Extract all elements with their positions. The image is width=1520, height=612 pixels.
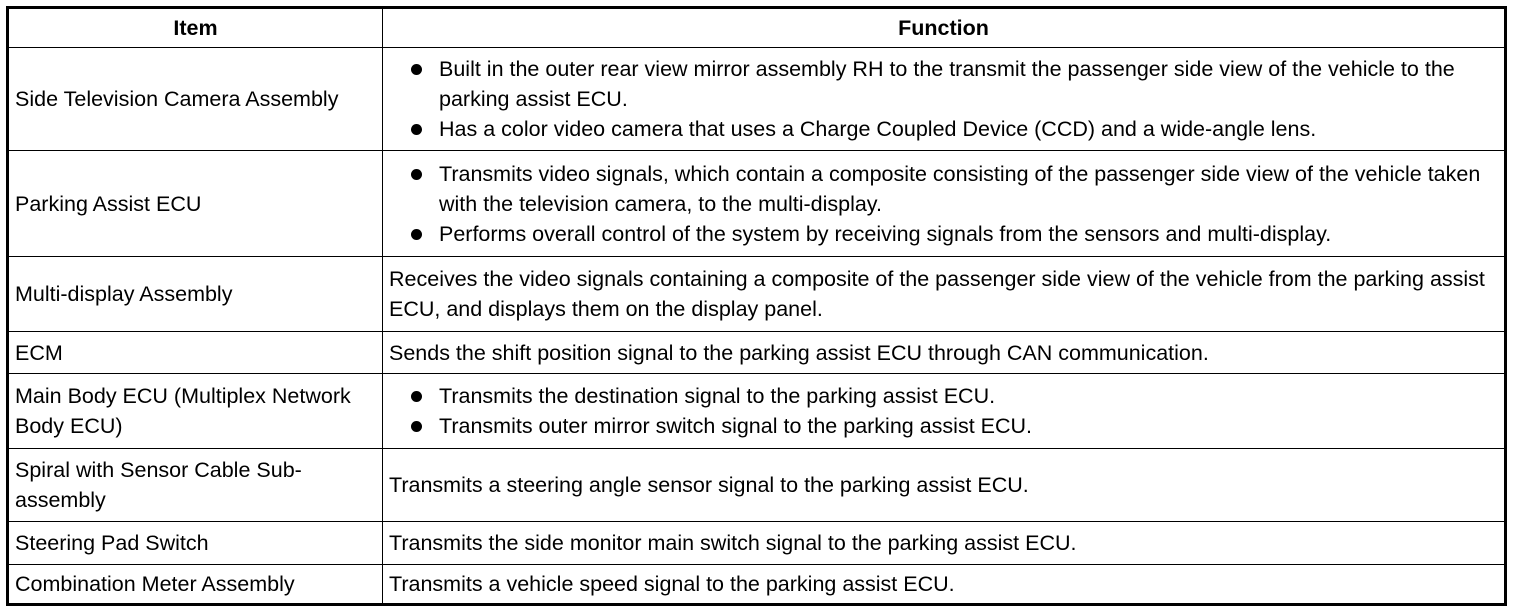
item-cell: Combination Meter Assembly [8,565,383,605]
function-cell [383,48,1506,151]
function-cell: Sends the shift position signal to the parking assist ECU through CAN communication. [383,332,1506,374]
function-bullet: Transmits outer mirror switch signal to the parking assist ECU. [389,411,1498,441]
item-cell: Spiral with Sensor Cable Sub-assembly [8,449,383,522]
header-row [8,8,1506,48]
function-cell: Transmits a steering angle sensor signal to the parking assist ECU. [383,449,1506,522]
item-cell: ECM [8,332,383,374]
item-cell: Side Television Camera Assembly [8,48,383,151]
function-bullet: Transmits video signals, which contain a composite consisting of the passenger side view of the vehicle taken with the television camera, to the multi-display. [389,159,1498,219]
function-cell [383,374,1506,449]
function-cell: Transmits the side monitor main switch signal to the parking assist ECU. [383,522,1506,565]
table-row [8,374,1506,449]
item-cell: Multi-display Assembly [8,257,383,332]
function-table [6,6,1507,606]
function-bullet: Performs overall control of the system by receiving signals from the sensors and multi-display. [389,219,1498,249]
function-column-header: Function [383,8,1506,48]
function-bullet: Transmits the destination signal to the parking assist ECU. [389,381,1498,411]
table-row [8,332,1506,374]
table-row [8,565,1506,605]
table-row [8,257,1506,332]
table-row [8,48,1506,151]
function-bullet: Built in the outer rear view mirror assembly RH to the transmit the passenger side view of the vehicle to the parking assist ECU. [389,54,1498,114]
function-bullet: Has a color video camera that uses a Charge Coupled Device (CCD) and a wide-angle lens. [389,114,1498,144]
item-column-header: Item [8,8,383,48]
table-row [8,522,1506,565]
table-row [8,151,1506,257]
function-cell [383,151,1506,257]
item-cell: Steering Pad Switch [8,522,383,565]
function-cell: Receives the video signals containing a composite of the passenger side view of the vehicle from the parking assist ECU, and displays them on the display panel. [383,257,1506,332]
function-cell: Transmits a vehicle speed signal to the parking assist ECU. [383,565,1506,605]
table-row [8,449,1506,522]
item-cell: Parking Assist ECU [8,151,383,257]
item-cell: Main Body ECU (Multiplex Network Body ECU) [8,374,383,449]
